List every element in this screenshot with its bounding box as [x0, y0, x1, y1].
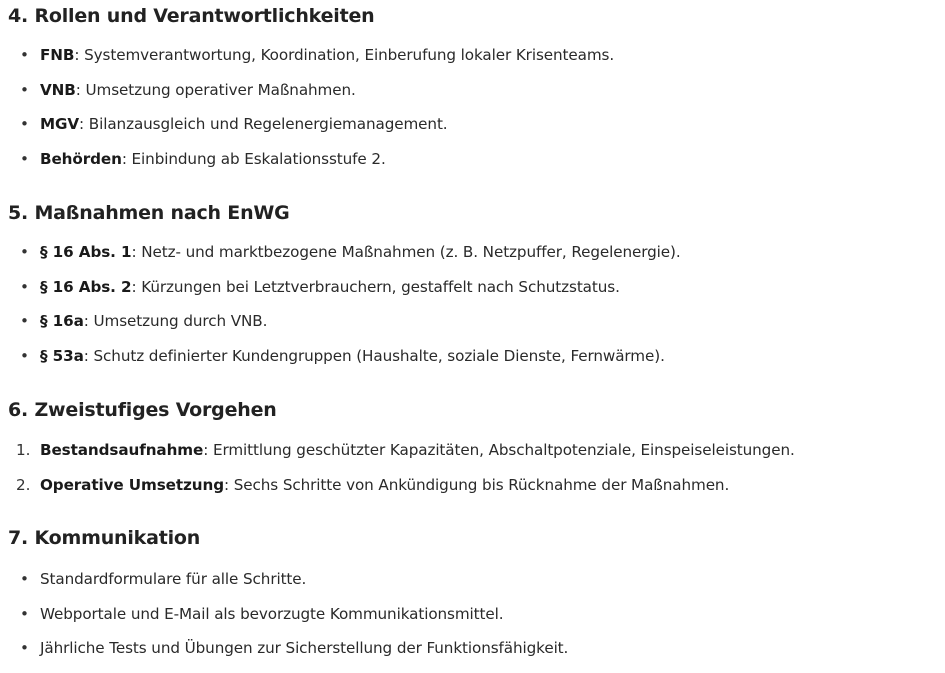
list-item — [8, 242, 681, 262]
list-item-text: Webportale und E-Mail als bevorzugte Kommunikationsmittel. — [40, 604, 504, 623]
roles-list — [8, 45, 614, 183]
procedure-list — [8, 440, 795, 509]
list-item-text: : Sechs Schritte von Ankündigung bis Rücknahme der Maßnahmen. — [223, 475, 730, 494]
list-item — [8, 80, 614, 100]
list-item — [8, 45, 614, 65]
list-item-text: Jährliche Tests und Übungen zur Sicherstellung der Funktionsfähigkeit. — [40, 639, 569, 657]
list-item-text: : Umsetzung durch VNB. — [83, 312, 268, 330]
list-item — [8, 440, 795, 460]
list-item-text: : Einbindung ab Eskalationsstufe 2. — [121, 149, 386, 168]
list-item-term: MGV — [40, 115, 80, 133]
section-title-communication: 7. Kommunikation — [8, 527, 201, 549]
list-item — [8, 114, 614, 134]
list-item — [8, 569, 568, 589]
list-item — [8, 149, 614, 169]
list-item — [8, 311, 681, 331]
section-title-procedure: 6. Zweistufiges Vorgehen — [8, 399, 277, 421]
list-item-text: : Kürzungen bei Letztverbrauchern, gestaffelt nach Schutzstatus. — [131, 277, 620, 296]
section-title-roles: 4. Rollen und Verantwortlichkeiten — [8, 5, 375, 27]
list-item-term: Bestandsaufnahme — [40, 441, 204, 459]
list-item-text: : Ermittlung geschützter Kapazitäten, Abschaltpotenziale, Einspeiseleistungen. — [203, 441, 795, 459]
list-item-text: Standardformulare für alle Schritte. — [40, 570, 307, 588]
list-item-text: : Schutz definierter Kundengruppen (Haushalte, soziale Dienste, Fernwärme). — [83, 346, 665, 365]
list-item — [8, 346, 681, 366]
list-item — [8, 277, 681, 297]
list-item-number: 2. — [16, 475, 31, 494]
list-item-term: § 53a — [40, 346, 84, 365]
list-item — [8, 638, 568, 658]
list-item-text: : Netz- und marktbezogene Maßnahmen (z. B. Netzpuffer, Regelenergie). — [131, 243, 681, 261]
section-title-measures: 5. Maßnahmen nach EnWG — [8, 202, 290, 224]
list-item-term: § 16a — [40, 312, 84, 330]
list-item-term: FNB — [40, 46, 75, 64]
list-item — [8, 604, 568, 624]
communication-list — [8, 569, 568, 673]
list-item-term: Behörden — [40, 149, 122, 168]
list-item-text: : Umsetzung operativer Maßnahmen. — [75, 80, 356, 99]
list-item — [8, 475, 795, 495]
list-item-number: 1. — [16, 441, 31, 459]
list-item-term: VNB — [40, 80, 76, 99]
list-item-term: § 16 Abs. 1 — [40, 243, 132, 261]
list-item-term: Operative Umsetzung — [40, 475, 224, 494]
measures-list — [8, 242, 681, 380]
list-item-term: § 16 Abs. 2 — [40, 277, 132, 296]
list-item-text: : Systemverantwortung, Koordination, Einberufung lokaler Krisenteams. — [74, 46, 615, 64]
list-item-text: : Bilanzausgleich und Regelenergiemanagement. — [79, 115, 448, 133]
